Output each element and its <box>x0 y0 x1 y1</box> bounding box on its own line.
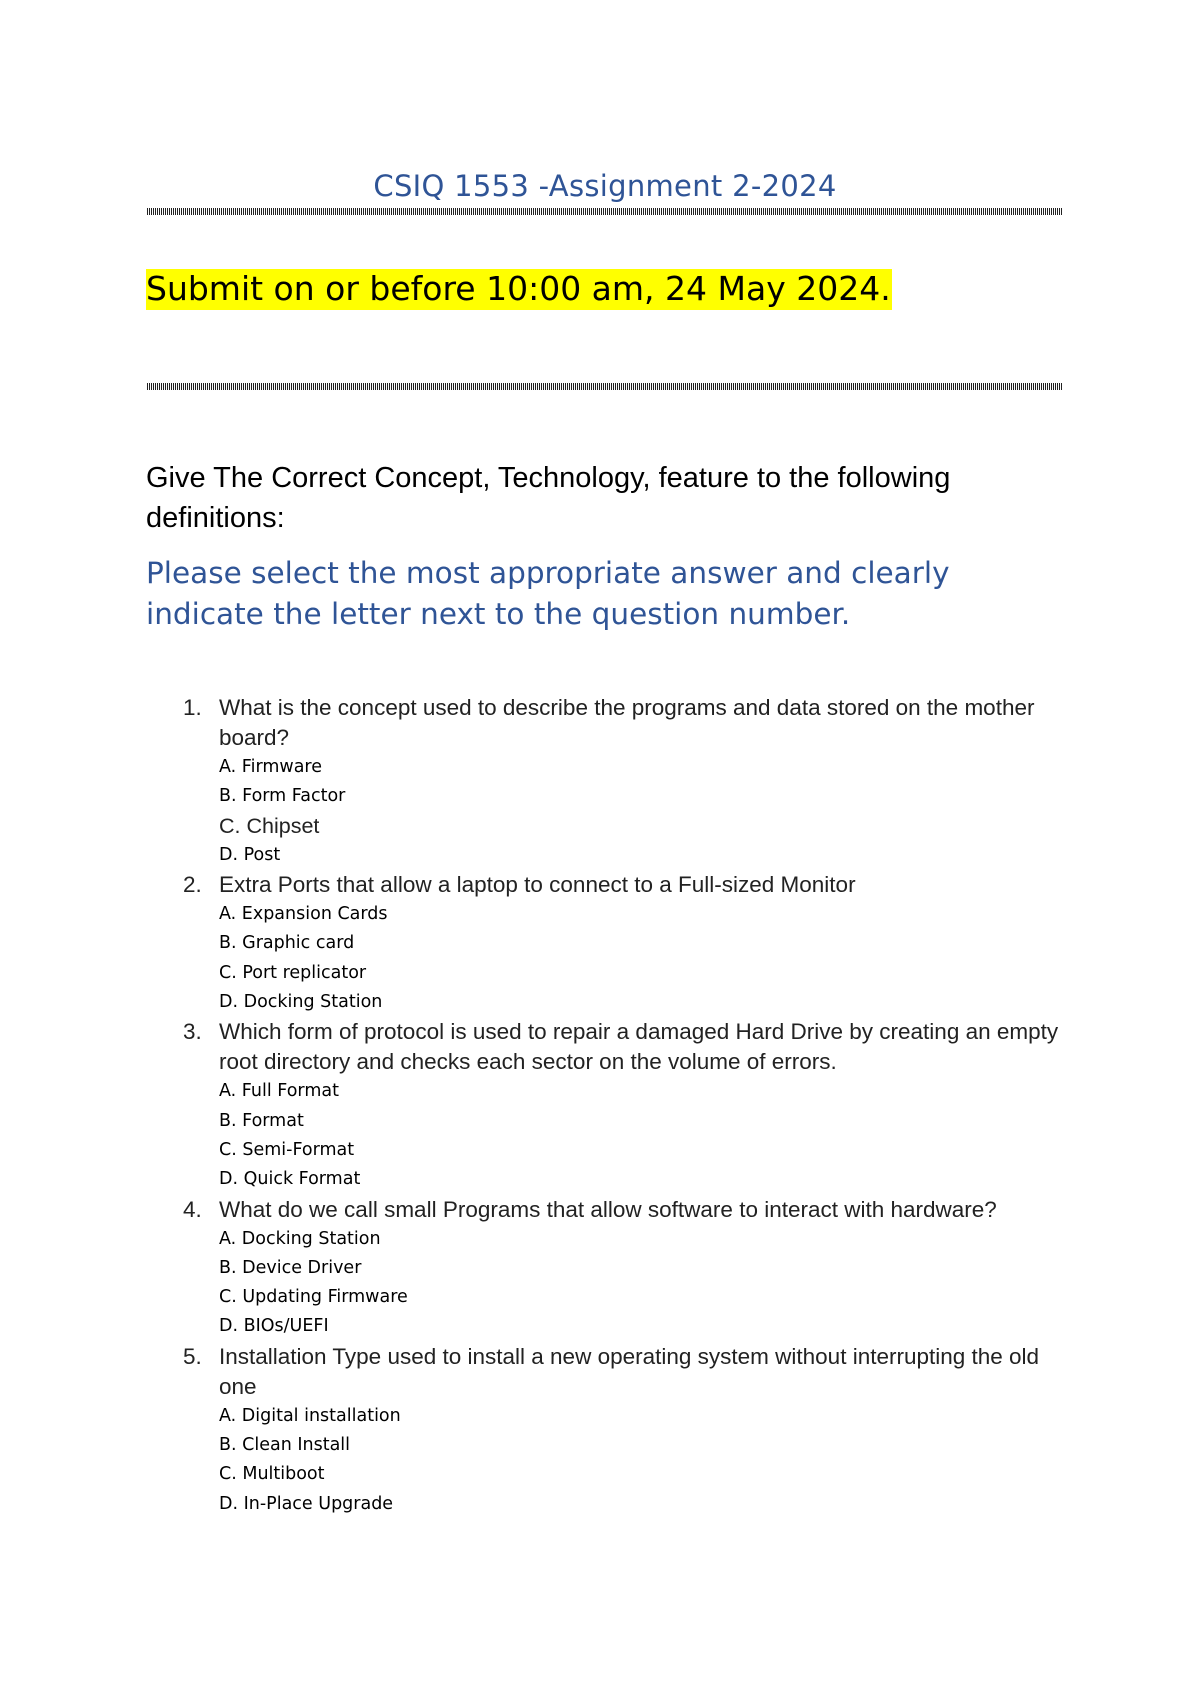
answer-option: D. In-Place Upgrade <box>219 1493 394 1514</box>
question-text: Extra Ports that allow a laptop to connect to a Full-sized Monitor <box>219 872 856 898</box>
question-number: 1. <box>183 695 202 720</box>
question-item <box>146 1342 1076 1519</box>
question-number: 3. <box>183 1019 202 1045</box>
answer-option: B. Form Factor <box>219 786 346 807</box>
answer-option: B. Format <box>219 1110 304 1131</box>
question-text: Which form of protocol is used to repair a damaged Hard Drive by creating an empty root directory and checks each sector on the volume of errors. <box>219 1019 1059 1075</box>
answer-option: C. Semi-Format <box>219 1139 355 1160</box>
answer-option: A. Expansion Cards <box>219 904 388 925</box>
answer-option: D. Quick Format <box>219 1169 361 1190</box>
title-divider <box>147 208 1062 215</box>
question-number: 5. <box>183 1343 202 1369</box>
answer-option: D. BIOs/UEFI <box>219 1316 329 1337</box>
question-item <box>146 1195 1076 1342</box>
answer-option: A. Digital installation <box>219 1405 401 1426</box>
document-title: CSIQ 1553 -Assignment 2-2024 <box>373 169 837 203</box>
answer-option: D. Post <box>219 844 281 865</box>
question-item <box>146 1017 1076 1194</box>
question-text: What do we call small Programs that allow software to interact with hardware? <box>219 1196 997 1222</box>
deadline-notice <box>146 266 892 312</box>
deadline-highlight: Submit on or before 10:00 am, 24 May 2024. <box>146 269 891 308</box>
question-item <box>146 870 1076 1017</box>
answer-option: A. Full Format <box>219 1081 339 1102</box>
answer-option: A. Firmware <box>219 757 322 777</box>
question-number: 4. <box>183 1196 202 1222</box>
deadline-divider <box>147 383 1062 390</box>
question-number: 2. <box>183 872 202 898</box>
answer-option: C. Updating Firmware <box>219 1287 408 1308</box>
question-text: Installation Type used to install a new operating system without interrupting the old one <box>219 1343 1040 1399</box>
answer-instructions-note: Please select the most appropriate answer and clearly indicate the letter next to the question number. <box>146 556 950 631</box>
answer-option: C. Port replicator <box>219 962 367 983</box>
answer-option: C. Chipset <box>219 813 320 838</box>
answer-option: C. Multiboot <box>219 1464 325 1485</box>
instructions-text: Give The Correct Concept, Technology, feature to the following definitions: <box>146 462 951 534</box>
answer-option: B. Graphic card <box>219 933 355 954</box>
answer-option: B. Clean Install <box>219 1435 351 1456</box>
question-item <box>146 693 1076 870</box>
question-text: What is the concept used to describe the programs and data stored on the mother board? <box>219 695 1035 750</box>
question-list <box>146 693 1076 1519</box>
answer-option: A. Docking Station <box>219 1228 381 1249</box>
answer-option: D. Docking Station <box>219 992 383 1013</box>
answer-option: B. Device Driver <box>219 1257 362 1278</box>
